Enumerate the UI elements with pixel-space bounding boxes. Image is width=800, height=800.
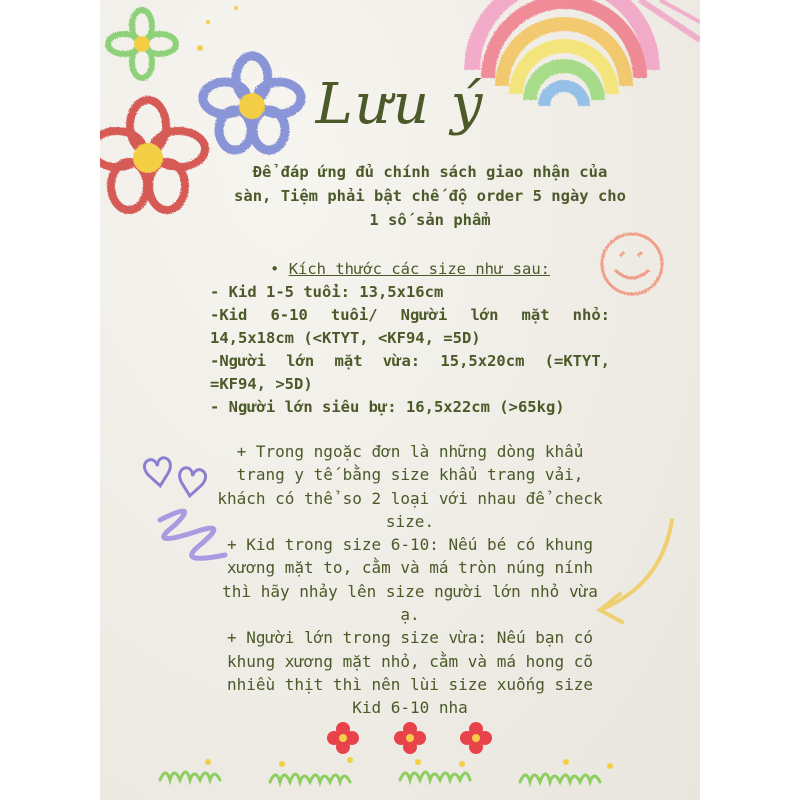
hearts-icon	[144, 457, 207, 498]
poster	[100, 0, 700, 800]
size-heading-label: Kích thước các size như sau:	[288, 260, 550, 278]
size-heading	[210, 258, 610, 281]
intro-text: Để đáp ứng đủ chính sách giao nhận của sàn, Tiệm phải bật chế độ order 5 ngày cho 1 số sản phẩm	[234, 163, 626, 229]
size-list	[210, 258, 610, 419]
note-item: + Trong ngoặc đơn là những dòng khẩu trang y tế bằng size khẩu trang vải, khách có thể so 2 loại với nhau để check size.	[217, 442, 603, 531]
size-item-kid-1-5: - Kid 1-5 tuổi: 13,5x16cm	[210, 283, 444, 301]
grass-icon	[160, 757, 613, 782]
flower-green-icon	[108, 10, 176, 78]
arrow-icon	[600, 520, 672, 622]
notes	[210, 440, 610, 720]
note-item: + Kid trong size 6-10: Nếu bé có khung xương mặt to, cằm và má tròn núng nính thì hãy nhảy lên size người lớn nhỏ vừa ạ.	[222, 535, 598, 625]
size-item-kid-6-10: -Kid 6-10 tuổi/ Người lớn mặt nhỏ: 14,5x18cm (<KTYT, <KF94, =5D)	[210, 306, 610, 347]
sparkle-icon	[197, 6, 238, 51]
size-item-adult-medium: -Người lớn mặt vừa: 15,5x20cm (=KTYT, =KF94, >5D)	[210, 352, 610, 393]
bullet-icon: •	[270, 260, 280, 278]
small-flower-icon	[327, 722, 492, 754]
page-title: Lưu ý	[315, 72, 485, 137]
size-item-adult-large: - Người lớn siêu bự: 16,5x22cm (>65kg)	[210, 398, 565, 416]
note-item: + Người lớn trong size vừa: Nếu bạn có khung xương mặt nhỏ, cằm và má hong cõ nhiều thịt thì nên lùi size xuống size Kid 6-10 nha	[226, 628, 594, 718]
smiley-icon	[602, 234, 662, 294]
